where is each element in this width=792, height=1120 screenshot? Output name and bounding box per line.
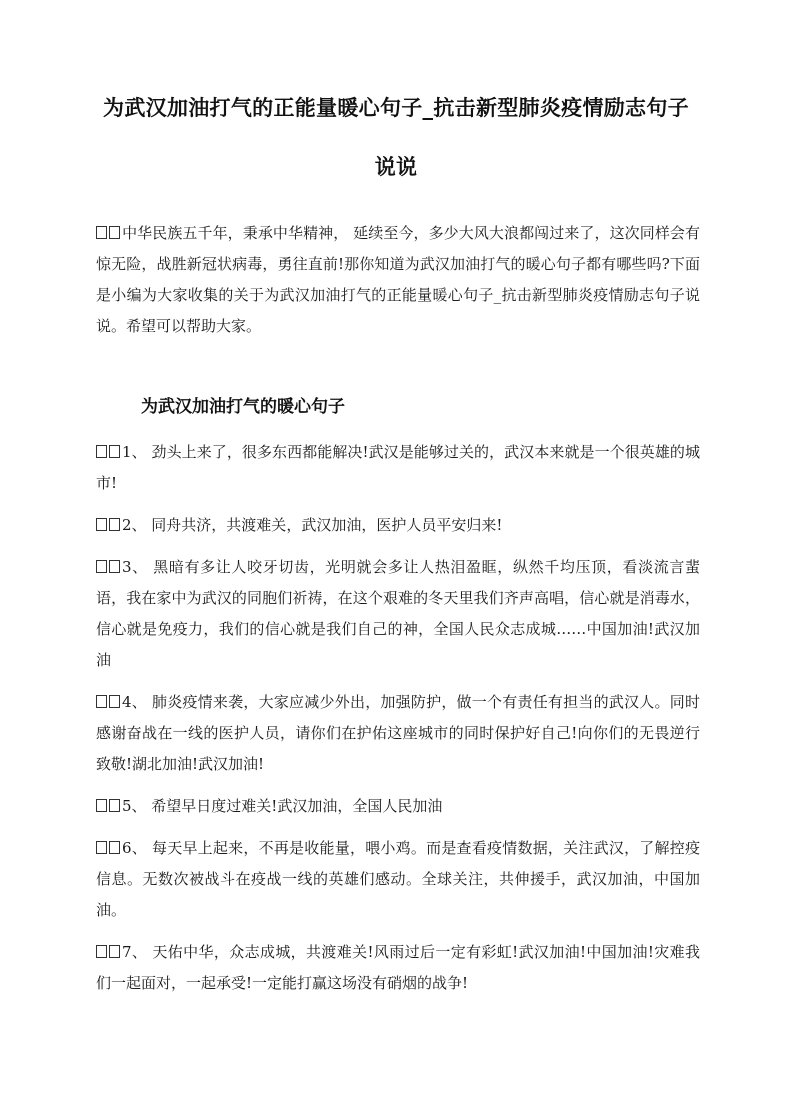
- missing-glyph-box: [96, 518, 107, 531]
- section-heading: 为武汉加油打气的暖心句子: [141, 397, 345, 417]
- list-item-text: 4、 肺炎疫情来袭，大家应减少外出，加强防护，做一个有责任有担当的武汉人。同时感谢奋战在一线的医护人员，请你们在护佑这座城市的同时保护好自己!向你们的无畏逆行致敬!湖北加油!武汉加油!: [96, 693, 700, 773]
- document-title-line2: 说说: [374, 155, 418, 179]
- list-item: [96, 687, 700, 780]
- missing-glyph-box: [109, 518, 120, 531]
- list-item: [96, 833, 700, 926]
- missing-glyph-box: [109, 841, 120, 854]
- list-item-text: 6、 每天早上起来，不再是收能量，喂小鸡。而是查看疫情数据，关注武汉，了解控疫信息。无数次被战斗在疫战一线的英雄们感动。全球关注，共伸援手，武汉加油，中国加油。: [96, 839, 700, 919]
- missing-glyph-box: [96, 445, 107, 458]
- document-title-line1: 为武汉加油打气的正能量暖心句子_抗击新型肺炎疫情励志句子: [103, 96, 689, 120]
- list-item: [96, 437, 700, 499]
- missing-glyph-box: [109, 445, 120, 458]
- missing-glyph-box: [109, 695, 120, 708]
- missing-glyph-box: [96, 560, 107, 573]
- missing-glyph-box: [109, 945, 120, 958]
- list-item-text: 7、 天佑中华，众志成城，共渡难关!风雨过后一定有彩虹!武汉加油!中国加油!灾难我们一起面对，一起承受!一定能打赢这场没有硝烟的战争!: [96, 943, 700, 992]
- sentence-list: [96, 437, 700, 1010]
- missing-glyph-box: [109, 226, 120, 239]
- list-item-text: 1、 劲头上来了，很多东西都能解决!武汉是能够过关的，武汉本来就是一个很英雄的城市!: [96, 443, 700, 492]
- missing-glyph-box: [96, 841, 107, 854]
- missing-glyph-box: [109, 560, 120, 573]
- missing-glyph-box: [96, 226, 107, 239]
- list-item: [96, 937, 700, 999]
- intro-text: 中华民族五千年，秉承中华精神， 延续至今，多少大风大浪都闯过来了，这次同样会有惊无险，战胜新冠状病毒，勇往直前!那你知道为武汉加油打气的暖心句子都有哪些吗?下面是小编为大家收集的关于为武汉加油打气的正能量暖心句子_抗击新型肺炎疫情励志句子说说。希望可以帮助大家。: [96, 224, 700, 335]
- list-item: [96, 791, 700, 822]
- list-item: [96, 510, 700, 541]
- list-item: [96, 552, 700, 676]
- missing-glyph-box: [96, 799, 107, 812]
- missing-glyph-box: [109, 799, 120, 812]
- missing-glyph-box: [96, 695, 107, 708]
- list-item-text: 2、 同舟共济，共渡难关，武汉加油，医护人员平安归来!: [122, 516, 503, 534]
- missing-glyph-box: [96, 945, 107, 958]
- list-item-text: 3、 黑暗有多让人咬牙切齿，光明就会多让人热泪盈眶，纵然千均压顶，看淡流言蜚语，我在家中为武汉的同胞们祈祷，在这个艰难的冬天里我们齐声高唱，信心就是消毒水，信心就是免疫力，我们的信心就是我们自己的神，全国人民众志成城……中国加油!武汉加油: [96, 558, 700, 669]
- list-item-text: 5、 希望早日度过难关!武汉加油，全国人民加油: [122, 797, 443, 815]
- intro-paragraph: [96, 218, 700, 342]
